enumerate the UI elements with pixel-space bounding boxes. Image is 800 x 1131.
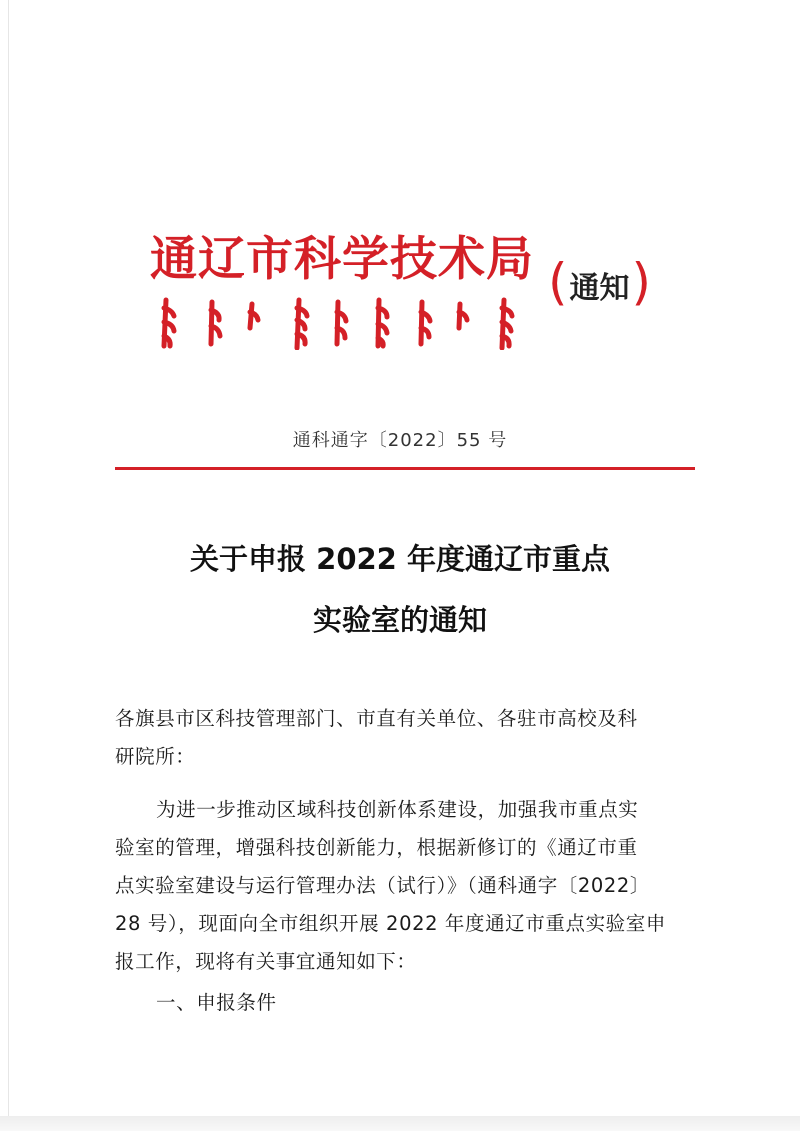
page-bottom-edge (0, 1116, 800, 1131)
section-heading: 一、申报条件 (156, 991, 277, 1014)
paragraph-line: 验室的管理，增强科技创新能力，根据新修订的《通辽市重 (115, 836, 638, 859)
paragraph-line: 为进一步推动区域科技创新体系建设，加强我市重点实 (156, 798, 639, 821)
red-divider-line (115, 467, 695, 470)
salutation-line-1: 各旗县市区科技管理部门、市直有关单位、各驻市高校及科 (115, 707, 638, 730)
title-line-2: 实验室的通知 (312, 603, 487, 637)
paragraph-line: 28 号），现面向全市组织开展 2022 年度通辽市重点实验室申 (115, 912, 666, 935)
document-number: 通科通字〔2022〕55 号 (292, 430, 508, 451)
paragraph-line: 报工作，现将有关事宜通知如下： (115, 950, 417, 973)
issuer-name: 通辽市科学技术局 (150, 232, 534, 287)
right-parenthesis: ) (631, 253, 652, 311)
mongolian-script-issuer-name (154, 294, 524, 350)
doc-type-label (548, 253, 652, 311)
title-line-1: 关于申报 2022 年度通辽市重点 (190, 542, 610, 576)
doc-type-text: 通知 (569, 271, 630, 306)
left-parenthesis: ( (548, 253, 568, 311)
paragraph-line: 点实验室建设与运行管理办法（试行）》（通科通字〔2022〕 (115, 874, 651, 897)
salutation-line-2: 研院所： (115, 745, 196, 768)
